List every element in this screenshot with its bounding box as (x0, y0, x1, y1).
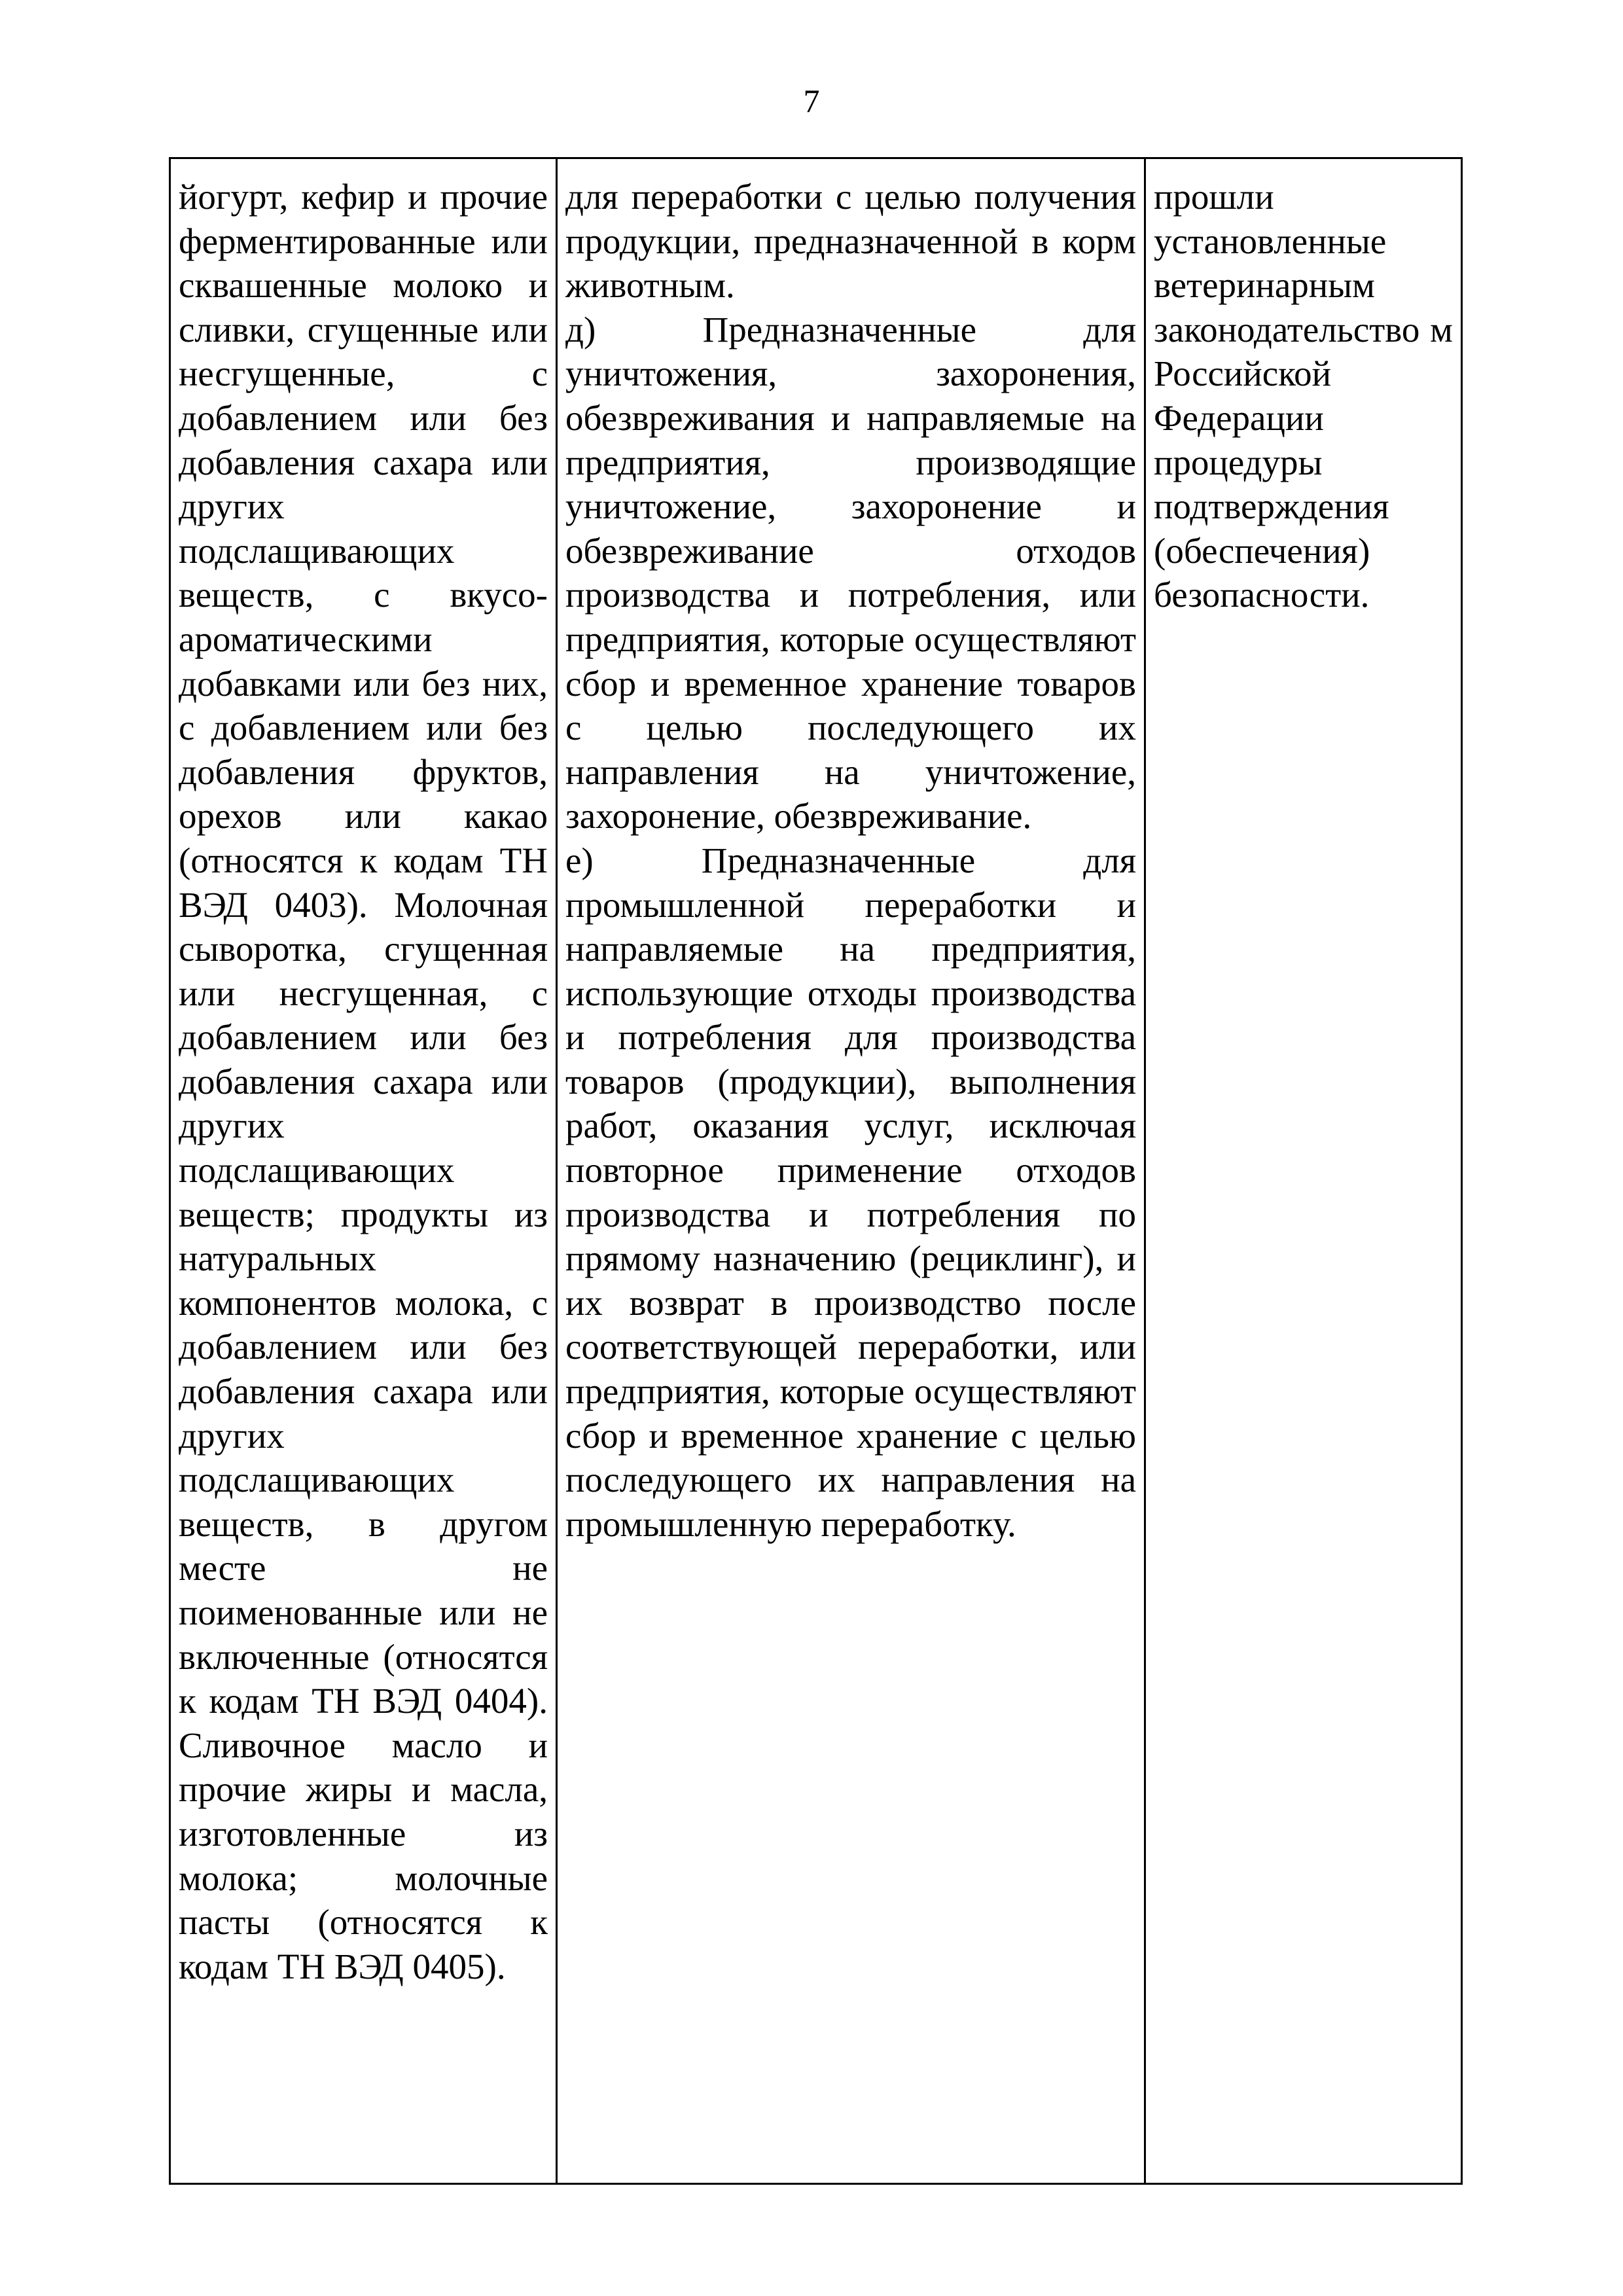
condition-text: прошли установленные ветеринарным законодательство м Российской Федерации процедуры подтверждения (обеспечения) безопасности. (1154, 177, 1453, 615)
purpose-paragraph-d: д) Предназначенные для уничтожения, захоронения, обезвреживания и направляемые на предприятия, производящие уничтожение, захоронение и обезвреживание отходов производства и потребления, или предприятия, которые осуществляют сбор и временное хранение товаров с целью последующего их направления на уничтожение, захоронение, обезвреживание. (565, 309, 1136, 836)
goods-table (169, 157, 1463, 2185)
purpose-cell (557, 158, 1145, 2184)
purpose-paragraph-intro: для переработки с целью получения продукции, предназначенной в корм животным. (565, 177, 1136, 306)
purpose-paragraph-e: е) Предназначенные для промышленной переработки и направляемые на предприятия, использующие отходы производства и потребления для производства товаров (продукции), выполнения работ, оказания услуг, исключая повторное применение отходов производства и потребления по прямому назначению (рециклинг), и их возврат в производство после соответствующей переработки, или предприятия, которые осуществляют сбор и временное хранение с целью последующего их направления на промышленную переработку. (565, 840, 1136, 1544)
condition-cell (1145, 158, 1462, 2184)
page-number: 7 (803, 82, 820, 119)
table-row (170, 158, 1462, 2184)
goods-text: йогурт, кефир и прочие ферментированные или сквашенные молоко и сливки, сгущенные или несгущенные, с добавлением или без добавления сахара или других подслащивающих веществ, с вкусо-ароматическими добавками или без них, с добавлением или без добавления фруктов, орехов или какао (относятся к кодам ТН ВЭД 0403). Молочная сыворотка, сгущенная или несгущенная, с добавлением или без добавления сахара или других подслащивающих веществ; продукты из натуральных компонентов молока, с добавлением или без добавления сахара или других подслащивающих веществ, в другом месте не поименованные или не включенные (относятся к кодам ТН ВЭД 0404). Сливочное масло и прочие жиры и масла, изготовленные из молока; молочные пасты (относятся к кодам ТН ВЭД 0405). (179, 177, 548, 1986)
goods-cell (170, 158, 557, 2184)
